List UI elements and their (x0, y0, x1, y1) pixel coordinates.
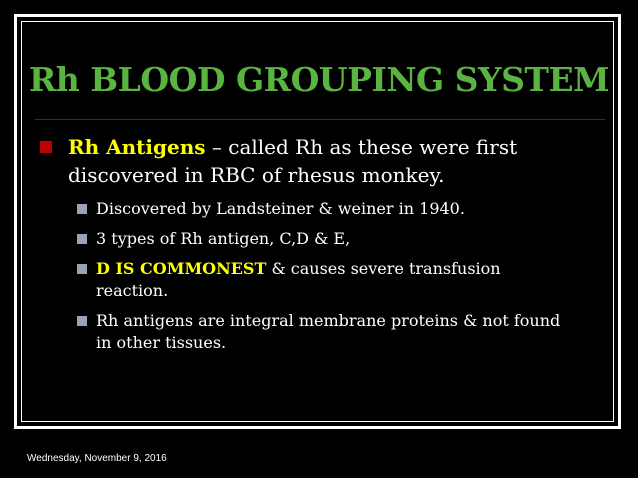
square-bullet-icon (77, 264, 87, 274)
sub-bullet-text: Discovered by Landsteiner & weiner in 1940. (96, 199, 465, 218)
square-bullet-icon (77, 204, 87, 214)
sub-bullet-highlight: D IS COMMONEST (96, 259, 267, 278)
main-bullet (40, 133, 560, 189)
square-bullet-icon (40, 141, 52, 153)
sub-bullet-item (77, 228, 577, 250)
main-bullet-rest: – called Rh as these were first discovered in RBC of rhesus monkey. (68, 135, 518, 187)
footer-date: Wednesday, November 9, 2016 (27, 453, 167, 464)
slide-title: Rh BLOOD GROUPING SYSTEM (28, 60, 610, 99)
title-divider (35, 119, 605, 120)
sub-bullet-item (77, 198, 577, 220)
square-bullet-icon (77, 316, 87, 326)
sub-bullet-item (77, 258, 577, 302)
main-bullet-highlight: Rh Antigens (68, 135, 206, 159)
sub-bullet-text: 3 types of Rh antigen, C,D & E, (96, 229, 351, 248)
sub-bullet-text: & causes severe transfusion reaction. (96, 259, 501, 300)
sub-bullet-list (77, 198, 577, 362)
main-bullet-text (68, 133, 560, 189)
sub-bullet-text: Rh antigens are integral membrane proteins & not found in other tissues. (96, 311, 561, 352)
square-bullet-icon (77, 234, 87, 244)
sub-bullet-item (77, 310, 577, 354)
